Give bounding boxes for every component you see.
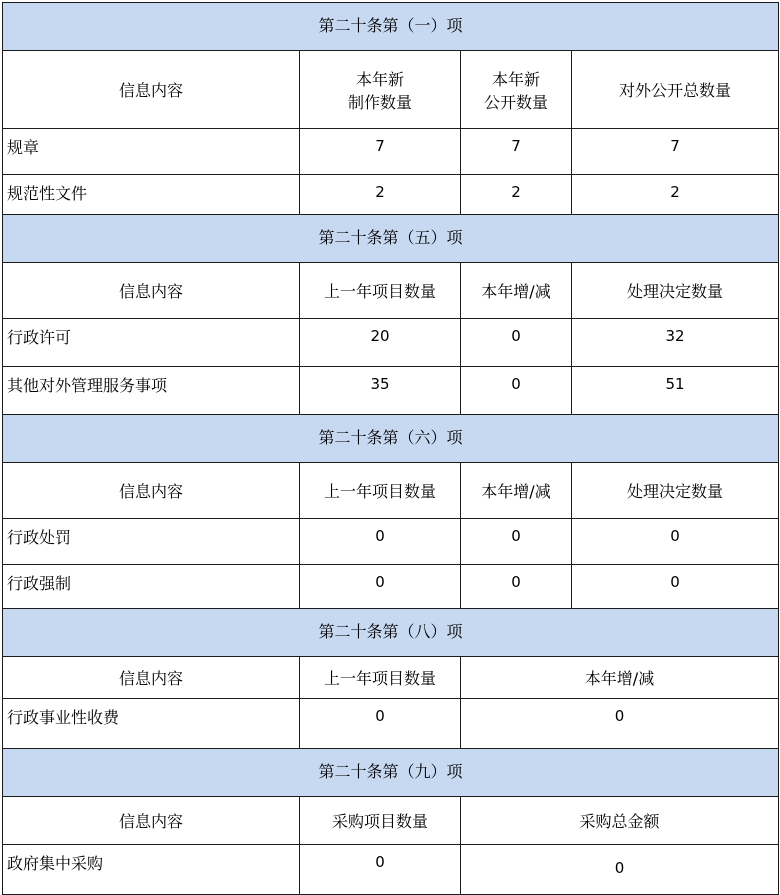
column-header-line: 本年新	[355, 69, 404, 89]
table-row	[3, 845, 779, 895]
column-header: 信息内容	[3, 263, 300, 319]
cell-value: 0	[461, 319, 572, 367]
table-row	[3, 319, 779, 367]
column-header: 信息内容	[3, 51, 300, 129]
disclosure-table	[2, 2, 779, 895]
column-header: 上一年项目数量	[300, 263, 461, 319]
row-label: 行政处罚	[3, 519, 300, 565]
column-header	[461, 51, 572, 129]
table-row	[3, 699, 779, 749]
cell-value: 0	[461, 519, 572, 565]
column-header: 处理决定数量	[572, 263, 779, 319]
cell-value: 0	[461, 699, 779, 749]
section-title: 第二十条第（六）项	[3, 415, 779, 463]
column-header: 本年增/减	[461, 263, 572, 319]
cell-value: 0	[572, 565, 779, 609]
cell-value: 0	[461, 367, 572, 415]
cell-value: 7	[300, 129, 461, 175]
section-title: 第二十条第（九）项	[3, 749, 779, 797]
section-header-6	[3, 415, 779, 463]
cell-value: 0	[461, 845, 779, 895]
cell-value: 0	[300, 519, 461, 565]
row-label: 其他对外管理服务事项	[3, 367, 300, 415]
row-label: 政府集中采购	[3, 845, 300, 895]
column-header-row	[3, 263, 779, 319]
table-row	[3, 367, 779, 415]
section-title: 第二十条第（八）项	[3, 609, 779, 657]
column-header-line: 公开数量	[483, 92, 548, 112]
cell-value: 7	[572, 129, 779, 175]
cell-value: 0	[300, 565, 461, 609]
column-header: 采购总金额	[461, 797, 779, 845]
column-header-row	[3, 463, 779, 519]
column-header: 对外公开总数量	[572, 51, 779, 129]
table-row	[3, 129, 779, 175]
column-header-line: 本年新	[491, 69, 540, 89]
column-header	[300, 51, 461, 129]
row-label: 行政强制	[3, 565, 300, 609]
cell-value: 2	[461, 175, 572, 215]
column-header: 处理决定数量	[572, 463, 779, 519]
cell-value: 0	[300, 699, 461, 749]
row-label: 规章	[3, 129, 300, 175]
column-header: 信息内容	[3, 657, 300, 699]
section-title: 第二十条第（五）项	[3, 215, 779, 263]
column-header: 信息内容	[3, 797, 300, 845]
column-header-row	[3, 51, 779, 129]
section-header-5	[3, 215, 779, 263]
section-header-1	[3, 3, 779, 51]
column-header: 本年增/减	[461, 463, 572, 519]
cell-value: 0	[572, 519, 779, 565]
table-row	[3, 519, 779, 565]
cell-value: 20	[300, 319, 461, 367]
column-header: 上一年项目数量	[300, 463, 461, 519]
column-header-row	[3, 797, 779, 845]
row-label: 规范性文件	[3, 175, 300, 215]
section-header-9	[3, 749, 779, 797]
table-row	[3, 565, 779, 609]
cell-value: 32	[572, 319, 779, 367]
section-header-8	[3, 609, 779, 657]
column-header: 本年增/减	[461, 657, 779, 699]
column-header: 采购项目数量	[300, 797, 461, 845]
cell-value: 35	[300, 367, 461, 415]
section-title: 第二十条第（一）项	[3, 3, 779, 51]
cell-value: 0	[461, 565, 572, 609]
row-label: 行政许可	[3, 319, 300, 367]
cell-value: 7	[461, 129, 572, 175]
cell-value: 51	[572, 367, 779, 415]
column-header-line: 制作数量	[347, 92, 412, 112]
column-header: 信息内容	[3, 463, 300, 519]
cell-value: 2	[572, 175, 779, 215]
column-header-row	[3, 657, 779, 699]
cell-value: 2	[300, 175, 461, 215]
row-label: 行政事业性收费	[3, 699, 300, 749]
cell-value: 0	[300, 845, 461, 895]
column-header: 上一年项目数量	[300, 657, 461, 699]
table-row	[3, 175, 779, 215]
